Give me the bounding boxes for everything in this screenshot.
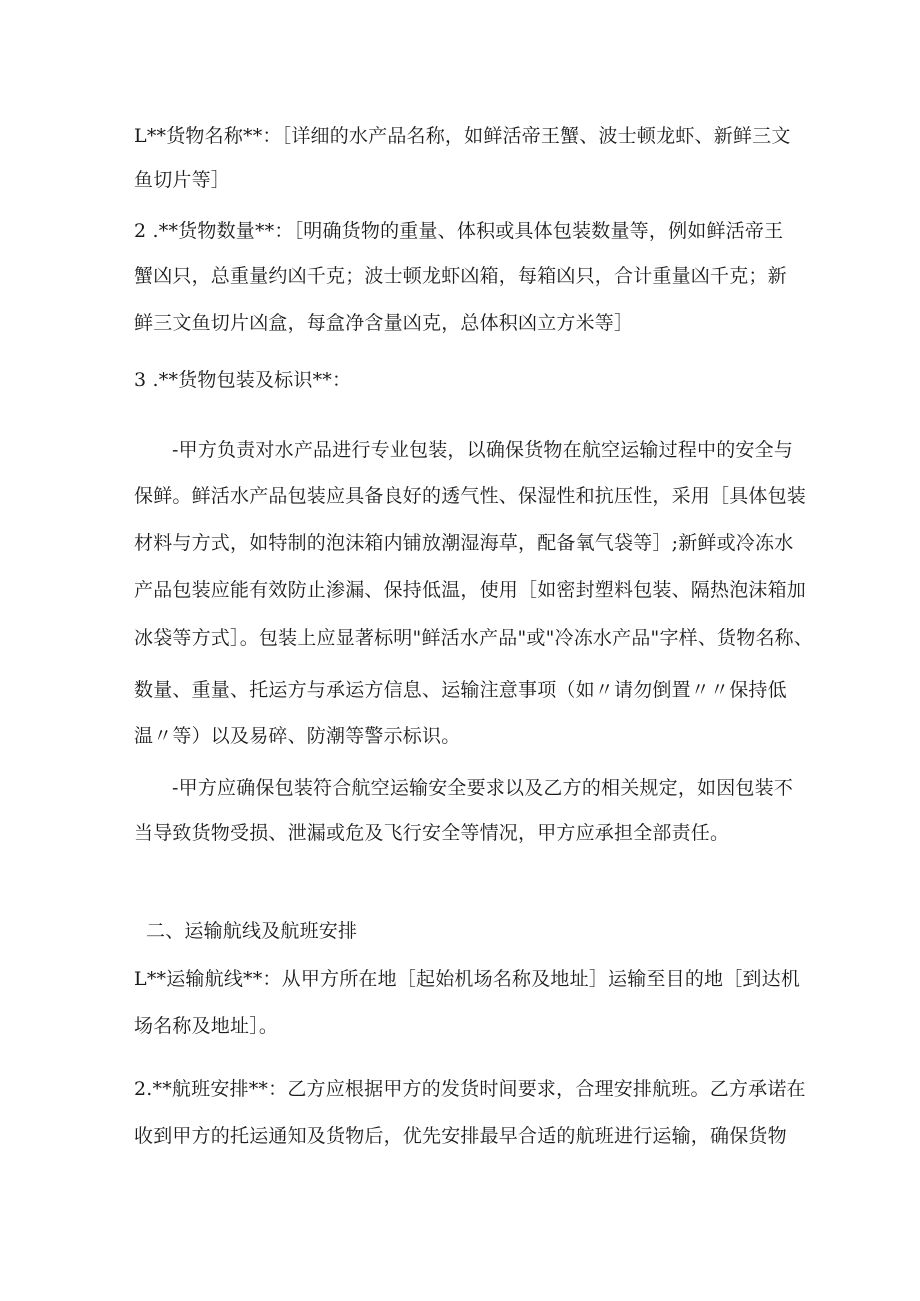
section-heading-route: 二、运输航线及航班安排 bbox=[146, 920, 358, 942]
packaging-para1-line-7: 温〃等）以及易碎、防潮等警示标识。 bbox=[134, 725, 461, 747]
flight-arrangement-line-1: 2.**航班安排**：乙方应根据甲方的发货时间要求，合理安排航班。乙方承诺在 bbox=[134, 1078, 806, 1100]
packaging-para1-line-6: 数量、重量、托运方与承运方信息、运输注意事项（如〃请勿倒置〃〃保持低 bbox=[134, 679, 787, 701]
packaging-para2-line-2: 当导致货物受损、泄漏或危及飞行安全等情况，甲方应承担全部责任。 bbox=[134, 822, 730, 844]
cargo-name-line-2: 鱼切片等］ bbox=[134, 169, 231, 191]
packaging-para1-line-5: 冰袋等方式］。包装上应显著标明"鲜活水产品"或"冷冻水产品"字样、货物名称、 bbox=[134, 627, 814, 649]
packaging-para1-line-1: -甲方负责对水产品进行专业包装，以确保货物在航空运输过程中的安全与 bbox=[172, 439, 794, 461]
cargo-quantity-line-2: 蟹凶只，总重量约凶千克；波士顿龙虾凶箱，每箱凶只，合计重量凶千克；新 bbox=[134, 265, 787, 287]
route-line-1: L**运输航线**：从甲方所在地［起始机场名称及地址］运输至目的地［到达机 bbox=[134, 968, 801, 990]
route-line-2: 场名称及地址］。 bbox=[134, 1015, 279, 1037]
cargo-name-line-1: L**货物名称**：［详细的水产品名称，如鲜活帝王蟹、波士顿龙虾、新鲜三文 bbox=[134, 125, 791, 147]
packaging-para1-line-4: 产品包装应能有效防止渗漏、保持低温，使用［如密封塑料包装、隔热泡沫箱加 bbox=[134, 579, 807, 601]
packaging-title: 3 .**货物包装及标识**： bbox=[134, 369, 352, 391]
packaging-para2-line-1: -甲方应确保包装符合航空运输安全要求以及乙方的相关规定，如因包装不 bbox=[172, 777, 794, 799]
flight-arrangement-line-2: 收到甲方的托运通知及货物后，优先安排最早合适的航班进行运输，确保货物 bbox=[134, 1125, 787, 1147]
cargo-quantity-line-3: 鲜三文鱼切片凶盒，每盒净含量凶克，总体积凶立方米等］ bbox=[134, 312, 634, 334]
packaging-para1-line-3: 材料与方式，如特制的泡沫箱内铺放潮湿海草，配备氧气袋等］;新鲜或冷冻水 bbox=[134, 532, 794, 554]
packaging-para1-line-2: 保鲜。鲜活水产品包装应具备良好的透气性、保湿性和抗压性，采用［具体包装 bbox=[134, 485, 807, 507]
cargo-quantity-line-1: 2 .**货物数量**：［明确货物的重量、体积或具体包装数量等，例如鲜活帝王 bbox=[134, 220, 784, 242]
